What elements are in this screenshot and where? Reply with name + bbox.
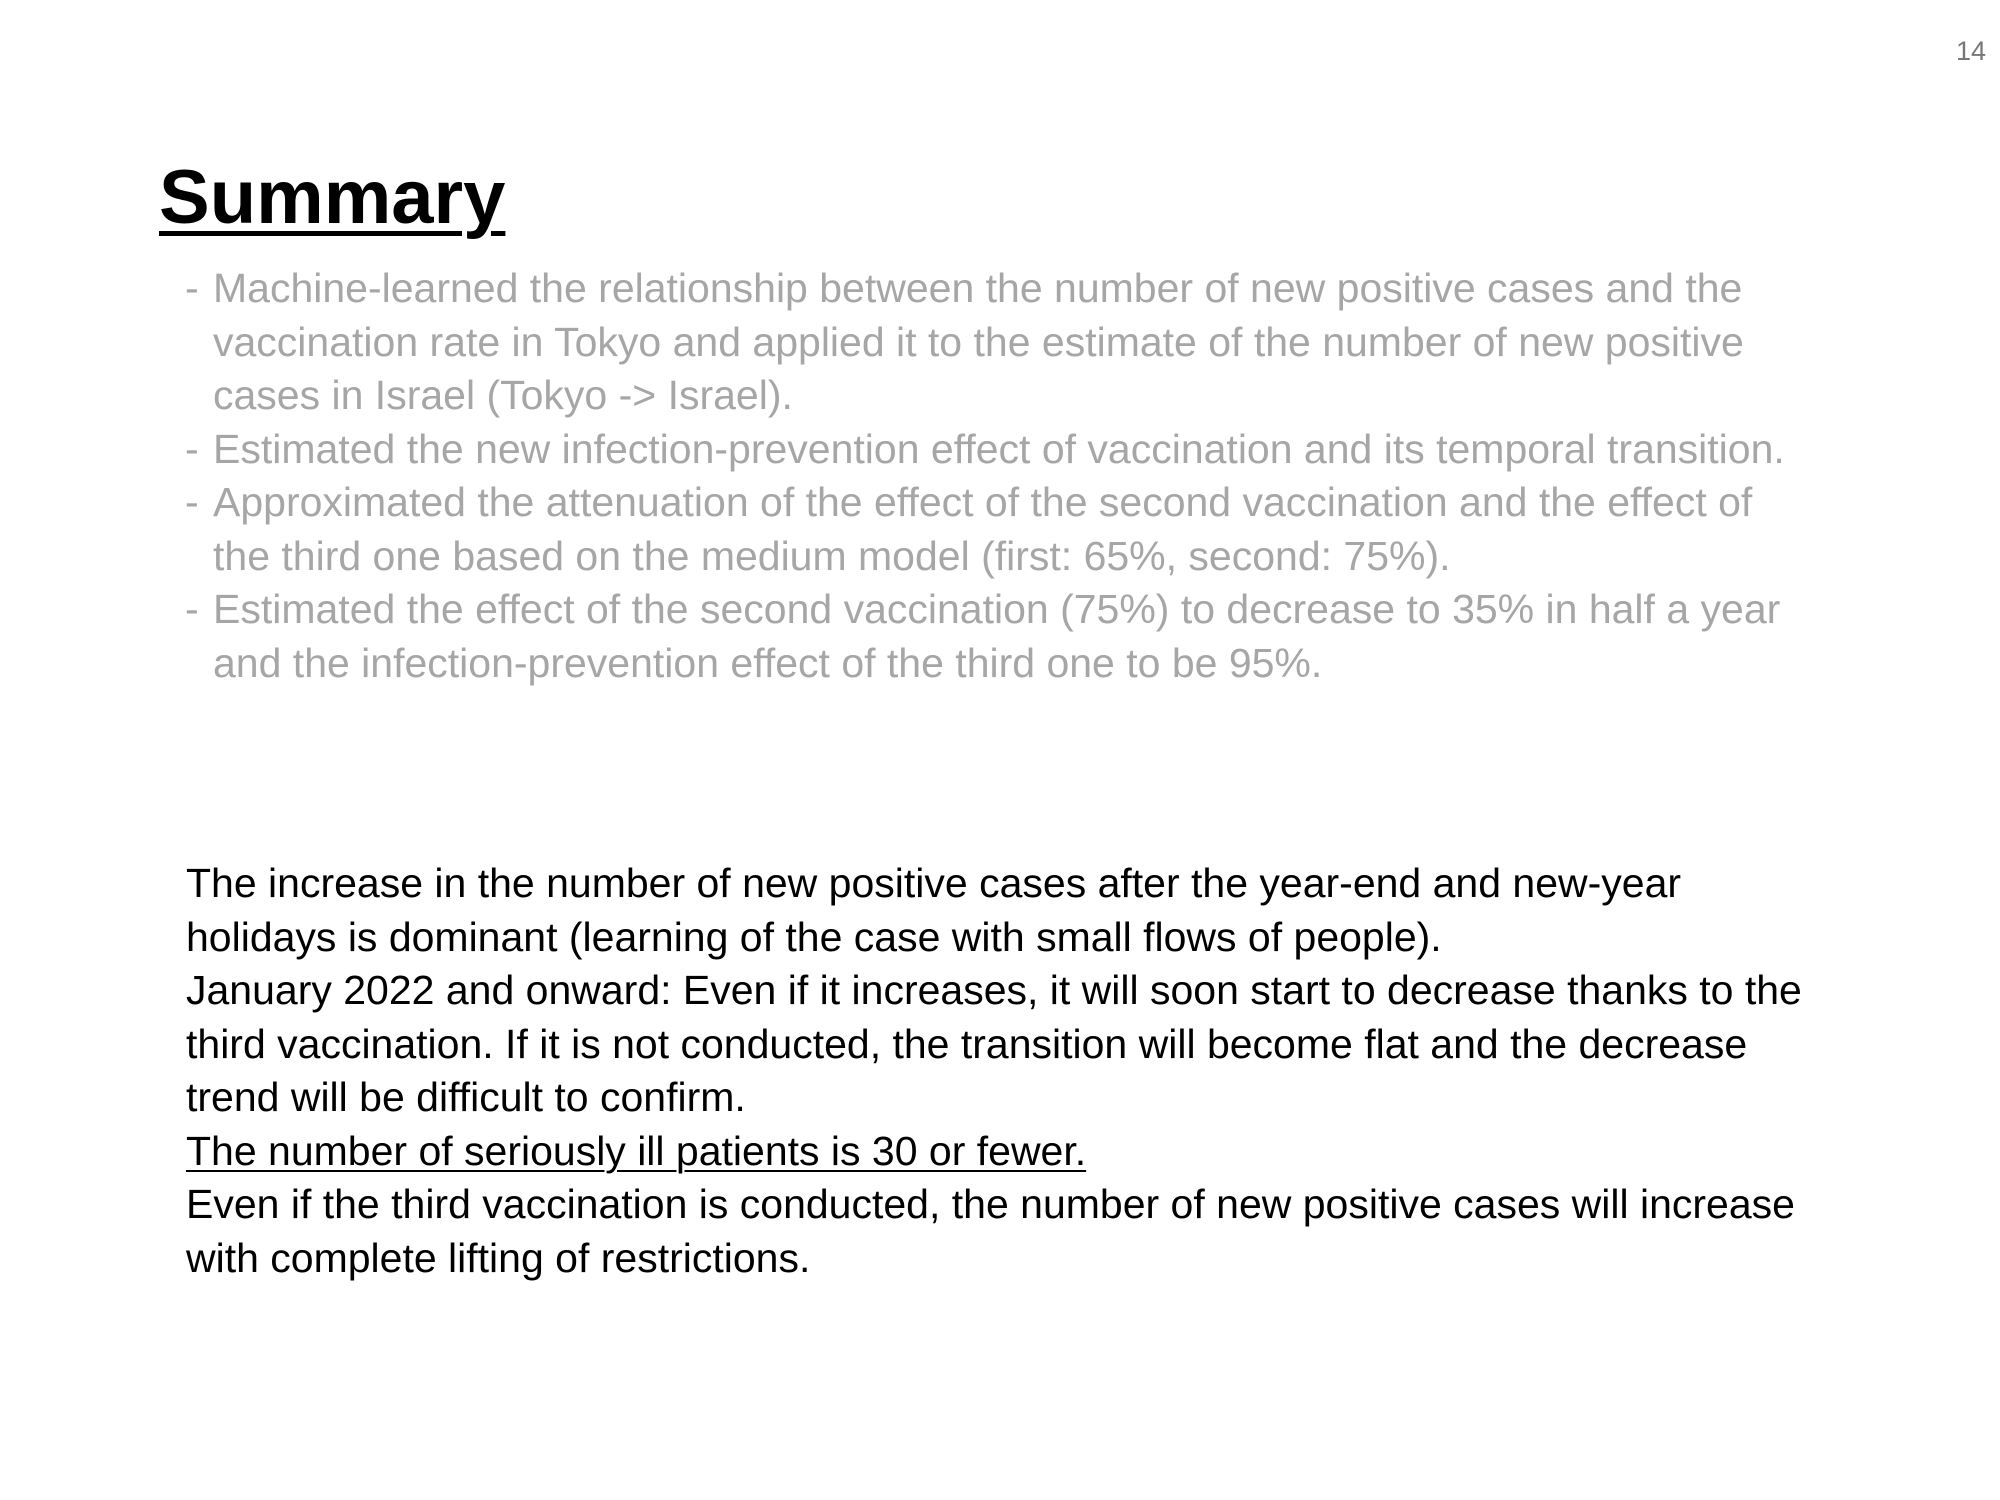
bullet-item-1 xyxy=(185,262,1785,423)
conclusion-paragraph-2: January 2022 and onward: Even if it increases, it will soon start to decrease thanks to the third vaccination. If it is not conducted, the transition will become flat and the decrease trend will be difficult to confirm. xyxy=(186,967,1802,1120)
conclusion-highlight xyxy=(186,1125,1826,1179)
summary-bullet-list xyxy=(185,262,1785,690)
bullet-dash: - xyxy=(185,586,199,632)
bullet-dash: - xyxy=(185,265,199,311)
bullet-text: Machine-learned the relationship between the number of new positive cases and the vaccination rate in Tokyo and applied it to the estimate of the number of new positive cases in Israel (Tokyo -> Israel). xyxy=(213,265,1744,418)
page-title: Summary xyxy=(159,155,506,240)
page-number: 14 xyxy=(1955,36,1986,66)
conclusion-paragraph-1: The increase in the number of new positive cases after the year-end and new-year holidays is dominant (learning of the case with small flows of people). xyxy=(186,860,1682,960)
conclusion-paragraph-3: Even if the third vaccination is conducted, the number of new positive cases will increase with complete lifting of restrictions. xyxy=(186,1181,1795,1281)
bullet-text: Approximated the attenuation of the effect of the second vaccination and the effect of the third one based on the medium model (first: 65%, second: 75%). xyxy=(213,479,1753,579)
bullet-text: Estimated the effect of the second vaccination (75%) to decrease to 35% in half a year and the infection-prevention effect of the third one to be 95%. xyxy=(213,586,1781,686)
bullet-item-2 xyxy=(185,423,1785,477)
bullet-dash: - xyxy=(185,479,199,525)
conclusion-block xyxy=(186,857,1826,1285)
bullet-dash: - xyxy=(185,425,199,472)
bullet-text: Estimated the new infection-prevention effect of vaccination and its temporal transition. xyxy=(213,425,1785,472)
bullet-item-4 xyxy=(185,583,1785,690)
bullet-item-3 xyxy=(185,476,1785,583)
seriously-ill-highlight: The number of seriously ill patients is 30 or fewer. xyxy=(186,1127,1087,1174)
